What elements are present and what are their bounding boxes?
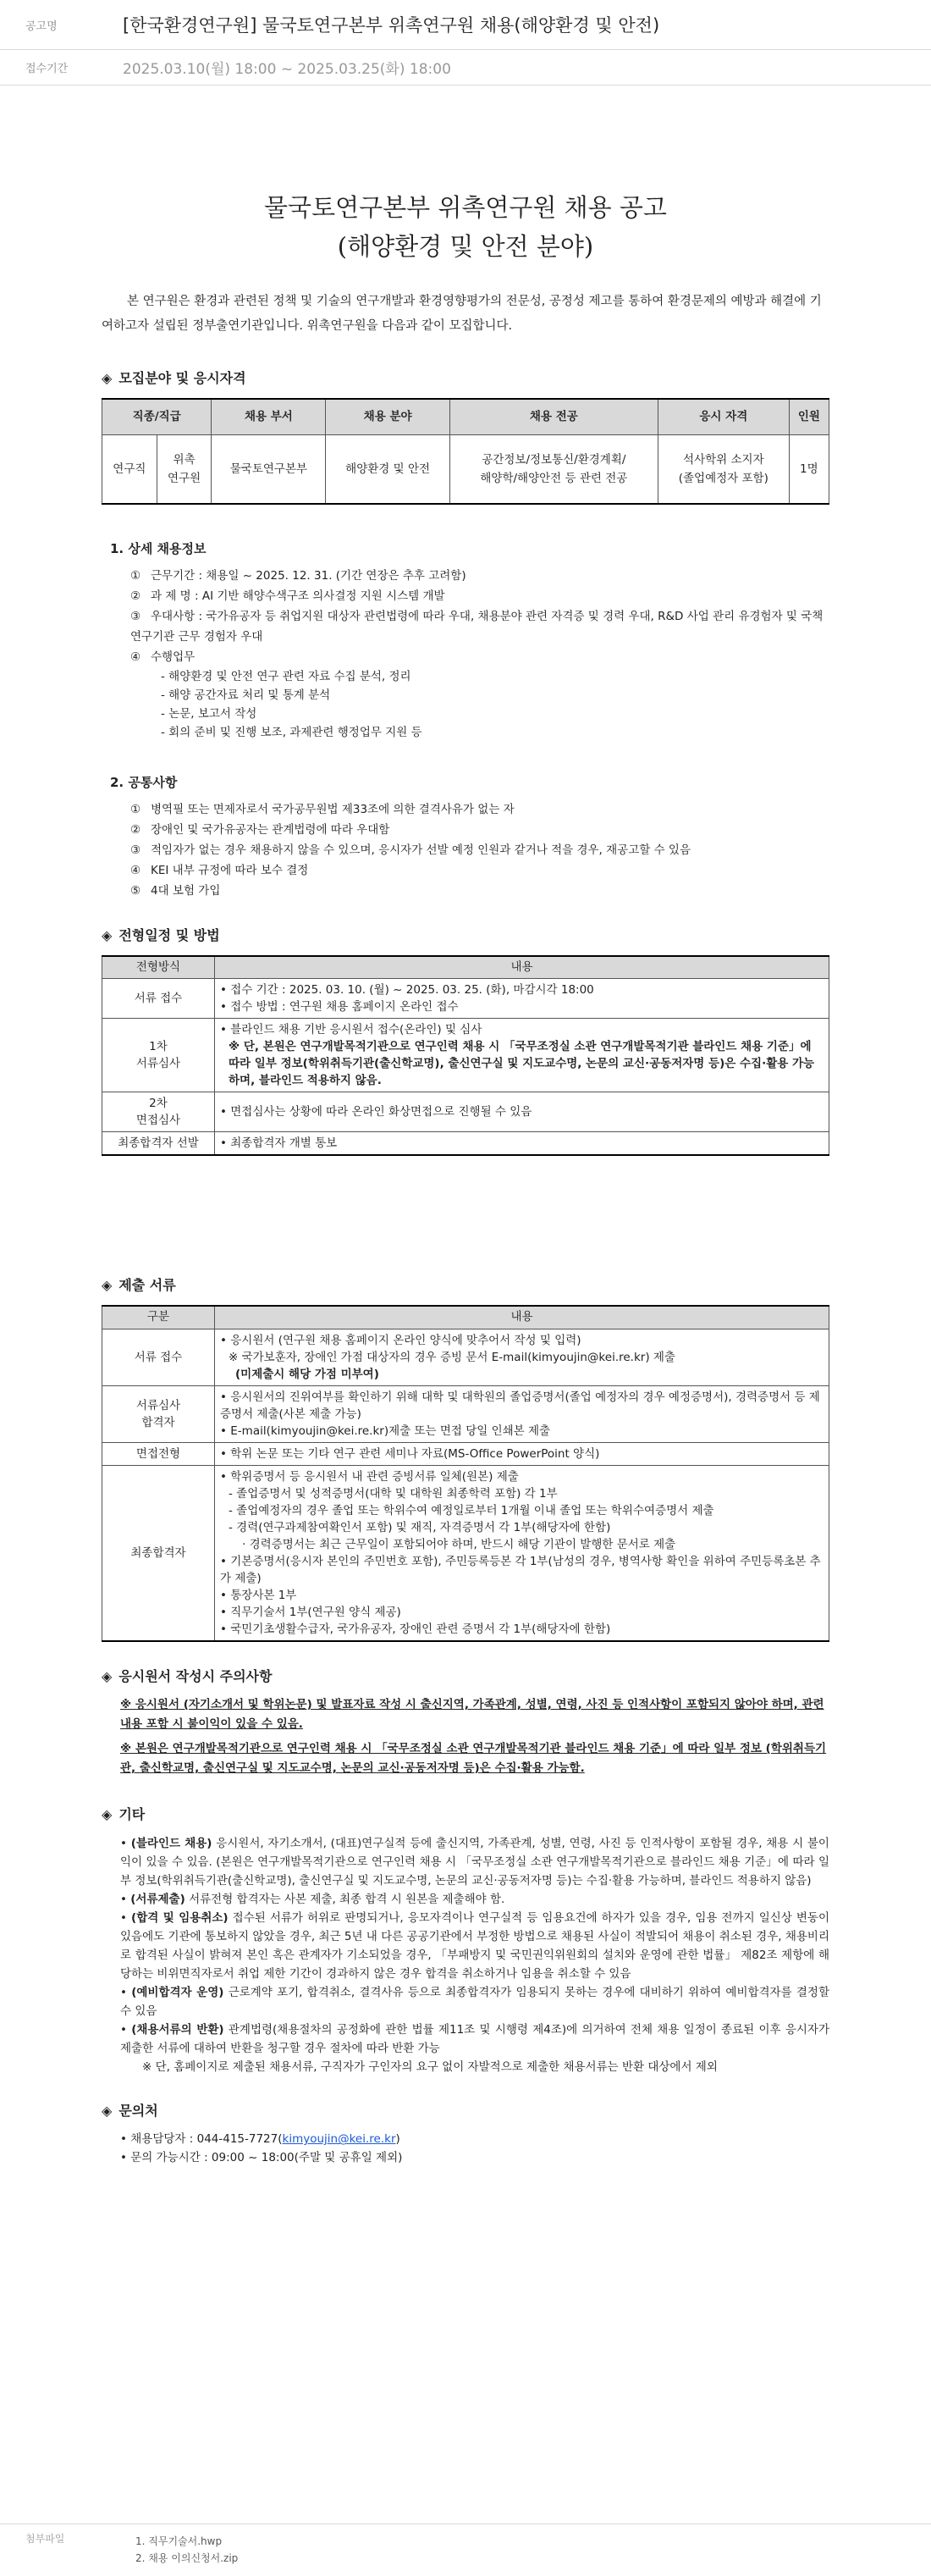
content-line: • 학위증명서 등 응시원서 내 관련 증빙서류 일체(원본) 제출 xyxy=(220,1468,824,1485)
content-line: - 경력(연구과제참여확인서 포함) 및 재직, 자격증명서 각 1부(해당자에 한함) xyxy=(229,1520,611,1534)
etc-text: 관계법령(채용절차의 공정화에 관한 법률 제11조 및 시행령 제4조)에 의거하여 전체 채용 일정이 종료된 이후 응시자가 제출한 서류에 대하여 반환을 청구할 경우 절차에 따라 반환 가능 xyxy=(120,2022,829,2055)
col-header: 채용 분야 xyxy=(326,399,449,435)
etc-text: 서류전형 합격자는 사본 제출, 최종 합격 시 원본을 제출해야 함. xyxy=(185,1892,505,1906)
diamond-icon: ◈ xyxy=(102,370,113,386)
row-label: 서류심사 합격자 xyxy=(102,1385,215,1442)
duty-item: - 해양환경 및 안전 연구 관련 자료 수집 분석, 정리 xyxy=(161,670,411,684)
etc-item xyxy=(120,2020,829,2058)
notice-label: 공고명 xyxy=(25,19,58,33)
section-title: 응시원서 작성시 주의사항 xyxy=(118,1667,273,1684)
content-line: • 응시원서의 진위여부를 확인하기 위해 대학 및 대학원의 졸업증명서(졸업 예정자의 경우 예정증명서), 경력증명서 등 제증명서 제출(사본 제출 가능) xyxy=(220,1389,824,1423)
table-row xyxy=(102,1019,829,1092)
duty-item: - 해양 공간자료 처리 및 통계 분석 xyxy=(161,688,331,703)
detail-item xyxy=(130,606,829,647)
bullet xyxy=(120,2023,131,2037)
content-line: (미제출시 해당 가점 미부여) xyxy=(235,1367,379,1381)
table-cell: 연구직 xyxy=(102,435,157,505)
section-schedule xyxy=(102,925,829,947)
list-number: ① xyxy=(130,803,141,817)
common-item xyxy=(130,860,829,881)
bullet xyxy=(120,1986,131,1999)
list-number: ③ xyxy=(130,610,141,624)
list-text: 병역필 또는 면제자로서 국가공무원법 제33조에 의한 결격사유가 없는 자 xyxy=(151,803,515,817)
content-line: • 기본증명서(응시자 본인의 주민번호 포함), 주민등록등본 각 1부(남성의 경우, 병역사항 확인을 위하여 주민등록초본 추가 제출) xyxy=(220,1553,824,1587)
schedule-table xyxy=(102,955,829,1157)
table-row xyxy=(102,1132,829,1156)
attachment-file-link[interactable]: 2. 채용 이의신청서.zip xyxy=(135,2552,239,2564)
table-cell: 공간정보/정보통신/환경계획/ 해양학/해양안전 등 관련 전공 xyxy=(449,435,658,505)
table-cell: 석사학위 소지자 (졸업예정자 포함) xyxy=(658,435,789,505)
bullet xyxy=(120,1893,130,1906)
diamond-icon: ◈ xyxy=(102,1277,113,1294)
etc-item xyxy=(120,1909,829,1983)
attachment-section xyxy=(0,2523,931,2576)
etc-heading: (블라인드 채용) xyxy=(130,1836,212,1850)
row-content xyxy=(215,1385,829,1442)
list-text: 수행업무 xyxy=(151,650,196,665)
email-link[interactable]: kimyoujin@kei.re.kr xyxy=(282,2132,396,2147)
duty-item: - 회의 준비 및 진행 보조, 과제관련 행정업무 지원 등 xyxy=(161,726,422,740)
section-contact xyxy=(102,2100,829,2122)
recruit-table xyxy=(102,398,829,506)
section-title: 문의처 xyxy=(118,2102,158,2119)
col-header: 내용 xyxy=(215,1306,829,1329)
etc-text: 접수된 서류가 허위로 판명되거나, 응모자격이나 연구실적 등 임용요건에 하자가 있을 경우, 임용 전까지 일신상 변동이 있음에도 기관에 통보하지 않았을 경우, 최근 5년 내 다른 공공기관에서 부정한 방법으로 채용된 사실이 적발되어 채용이 취소된 경우, 채용비리로 합격된 사실이 밝혀져 본인 혹은 관계자가 기소되었을 경우, 「부패방지 및 국민권익위원회의 설치와 운영에 관한 법률」 제82조 제항에 해당하는 비위면직자로서 취업 제한 기간이 경과하지 않은 경우 합격을 취소하거나 임용을 취소할 수 있음 xyxy=(120,1910,829,1981)
section-etc xyxy=(102,1804,829,1826)
content-line: ※ 단, 본원은 연구개발목적기관으로 연구인력 채용 시 「국무조정실 소관 연구개발목적기관 블라인드 채용 기준」에 따라 일부 정보(학위취득기관(출신학교명), 출신연구실 및 지도교수명, 논문의 교신·공동저자명 등)은 수집·활용 가능하며, 블라인드 적용하지 않음. xyxy=(229,1040,815,1088)
list-number: ② xyxy=(130,589,141,604)
notice-document xyxy=(102,154,829,2167)
content-line: • 접수 방법 : 연구원 채용 홈페이지 온라인 접수 xyxy=(220,998,824,1015)
common-item xyxy=(130,881,829,901)
etc-text: 근로계약 포기, 합격취소, 결격사유 등으로 최종합격자가 임용되지 못하는 경우에 대비하기 위하여 예비합격자를 결정할 수 있음 xyxy=(120,1985,829,2018)
content-line: - 졸업예정자의 경우 졸업 또는 학위수여 예정일로부터 1개월 이내 졸업 또는 학위수여증명서 제출 xyxy=(229,1503,714,1517)
col-header: 직종/직급 xyxy=(102,399,212,435)
table-row xyxy=(102,1092,829,1132)
content-line: • 응시원서 (연구원 채용 홈페이지 온라인 양식에 맞추어서 작성 및 입력) xyxy=(220,1332,824,1349)
col-header: 내용 xyxy=(215,956,829,979)
row-label: 최종합격자 xyxy=(102,1465,215,1641)
list-text: 과 제 명 : AI 기반 해양수색구조 의사결정 지원 시스템 개발 xyxy=(151,589,445,604)
row-content xyxy=(215,1442,829,1465)
detail-title: 1. 상세 채용정보 xyxy=(110,541,207,557)
attachment-file-link[interactable]: 1. 직무기술서.hwp xyxy=(135,2535,223,2547)
table-cell: 위촉 연구원 xyxy=(157,435,212,505)
col-header: 인원 xyxy=(789,399,829,435)
table-row xyxy=(102,1385,829,1442)
content-line: • 학위 논문 또는 기타 연구 관련 세미나 자료(MS-Office PowerPoint 양식) xyxy=(220,1446,824,1462)
list-number: ④ xyxy=(130,650,141,665)
table-cell: 해양환경 및 안전 xyxy=(326,435,449,505)
row-label: 1차 서류심사 xyxy=(102,1019,215,1092)
period-row xyxy=(0,49,931,86)
content-line: • 최종합격자 개별 통보 xyxy=(220,1135,824,1152)
notice-title-row xyxy=(0,0,931,50)
list-number: ⑤ xyxy=(130,884,141,898)
content-line: ※ 국가보훈자, 장애인 가점 대상자의 경우 증빙 문서 E-mail(kimyoujin@kei.re.kr) 제출 xyxy=(229,1350,675,1364)
list-text: 근무기간 : 채용일 ~ 2025. 12. 31. (기간 연장은 추후 고려함) xyxy=(151,569,466,583)
etc-heading: (서류제출) xyxy=(130,1892,185,1906)
content-line: • 접수 기간 : 2025. 03. 10. (월) ~ 2025. 03. 25. (화), 마감시각 18:00 xyxy=(220,981,824,998)
row-label: 서류 접수 xyxy=(102,1329,215,1385)
common-title: 2. 공통사항 xyxy=(110,775,178,791)
diamond-icon: ◈ xyxy=(102,1806,113,1823)
content-line: - 졸업증명서 및 성적증명서(대학 및 대학원 최종학력 포함) 각 1부 xyxy=(229,1486,558,1501)
table-row xyxy=(102,1465,829,1641)
bullet xyxy=(120,1837,131,1850)
content-line: • 직무기술서 1부(연구원 양식 제공) xyxy=(220,1604,824,1621)
section-caution xyxy=(102,1666,829,1688)
col-header: 구분 xyxy=(102,1306,215,1329)
diamond-icon: ◈ xyxy=(102,927,113,944)
row-label: 최종합격자 선발 xyxy=(102,1132,215,1156)
list-text: 4대 보험 가입 xyxy=(151,884,221,898)
detail-item xyxy=(130,586,829,606)
contact-hours: • 문의 가능시간 : 09:00 ~ 18:00(주말 및 공휴일 제외) xyxy=(120,2148,829,2167)
row-label: 2차 면접심사 xyxy=(102,1092,215,1132)
common-item xyxy=(130,840,829,860)
row-content xyxy=(215,1132,829,1156)
list-number: ① xyxy=(130,569,141,583)
etc-heading: (합격 및 임용취소) xyxy=(131,1910,229,1925)
etc-item xyxy=(120,1890,829,1909)
period-value: 2025.03.10(월) 18:00 ~ 2025.03.25(화) 18:00 xyxy=(123,60,451,78)
list-number: ④ xyxy=(130,864,141,878)
bullet xyxy=(120,1911,131,1925)
attachment-label: 첨부파일 xyxy=(25,2533,65,2545)
common-item xyxy=(130,799,829,820)
row-label: 면접전형 xyxy=(102,1442,215,1465)
section-title: 모집분야 및 응시자격 xyxy=(118,370,246,386)
table-row xyxy=(102,979,829,1019)
notice-title: [한국환경연구원] 물국토연구본부 위촉연구원 채용(해양환경 및 안전) xyxy=(123,15,660,36)
list-text: 장애인 및 국가유공자는 관계법령에 따라 우대함 xyxy=(151,823,390,837)
row-content xyxy=(215,1092,829,1132)
col-header: 채용 부서 xyxy=(212,399,326,435)
diamond-icon: ◈ xyxy=(102,1667,113,1684)
row-label: 서류 접수 xyxy=(102,979,215,1019)
title-line-1: 물국토연구본부 위촉연구원 채용 공고 xyxy=(264,193,667,222)
col-header: 전형방식 xyxy=(102,956,215,979)
common-item xyxy=(130,820,829,840)
section-title: 전형일정 및 방법 xyxy=(118,927,220,944)
documents-table xyxy=(102,1305,829,1642)
page-title xyxy=(102,188,829,266)
section-documents xyxy=(102,1274,829,1296)
row-content xyxy=(215,1465,829,1641)
list-text: 우대사항 : 국가유공자 등 취업지원 대상자 관련법령에 따라 우대, 채용분야 관련 자격증 및 경력 우대, R&D 사업 관리 유경험자 및 국책연구기관 근무 경험자 우대 xyxy=(130,610,824,644)
list-text: 적임자가 없는 경우 채용하지 않을 수 있으며, 응시자가 선발 예정 인원과 같거나 적을 경우, 재공고할 수 있음 xyxy=(151,843,691,858)
content-line: • 국민기초생활수급자, 국가유공자, 장애인 관련 증명서 각 1부(해당자에 한함) xyxy=(220,1621,824,1638)
content-line: · 경력증명서는 최근 근무일이 포함되어야 하며, 반드시 해당 기관이 발행한 문서로 제출 xyxy=(242,1537,676,1551)
table-row xyxy=(102,1442,829,1465)
content-line: • 블라인드 채용 기반 응시원서 접수(온라인) 및 심사 xyxy=(220,1021,824,1038)
contact-phone: • 채용담당자 : 044-415-7727(kimyoujin@kei.re.kr) xyxy=(120,2130,829,2148)
list-number: ② xyxy=(130,823,141,837)
section-recruit xyxy=(102,368,829,390)
etc-item xyxy=(120,1834,829,1890)
section-title: 제출 서류 xyxy=(118,1277,176,1294)
intro-paragraph: 본 연구원은 환경과 관련된 정책 및 기술의 연구개발과 환경영향평가의 전문성, 공정성 제고를 통하여 환경문제의 예방과 해결에 기여하고자 설립된 정부출연기관입니다. 위촉연구원을 다음과 같이 모집합니다. xyxy=(102,295,822,333)
detail-item xyxy=(130,566,829,586)
etc-text: 응시원서, 자기소개서, (대표)연구실적 등에 출신지역, 가족관계, 성별, 연령, 사진 등 인적사항이 포함될 경우, 채용 시 불이익이 있을 수 있음. (본원은 연구개발목적기관으로 연구인력 채용 시 「국무조정실 소관 연구개발목적기관으로 블라인드 채용 기준」에 따라 일부 정보(학위취득기관(출신학교명), 출신연구실 및 지도교수명, 논문의 교신·공동저자명 등)는 수집·활용 가능하며, 블라인드 적용하지 않음) xyxy=(120,1836,829,1888)
row-content xyxy=(215,1019,829,1092)
diamond-icon: ◈ xyxy=(102,2102,113,2119)
etc-item xyxy=(120,1983,829,2020)
table-row xyxy=(102,1329,829,1385)
title-line-2: (해양환경 및 안전 분야) xyxy=(337,232,594,261)
period-label: 접수기간 xyxy=(25,62,69,75)
section-title: 기타 xyxy=(118,1806,146,1823)
etc-heading: (예비합격자 운영) xyxy=(131,1985,224,1999)
caution-item: ※ 본원은 연구개발목적기관으로 연구인력 채용 시 「국무조정실 소관 연구개발목적기관 블라인드 채용 기준」에 따라 일부 정보 (학위취득기관, 출신학교명, 출신연구실 및 지도교수명, 논문의 교신·공동저자명 등)은 수집·활용 가능함. xyxy=(120,1742,827,1776)
content-line: • E-mail(kimyoujin@kei.re.kr)제출 또는 면접 당일 인쇄본 제출 xyxy=(220,1423,824,1440)
content-line: • 통장사본 1부 xyxy=(220,1587,824,1604)
table-cell: 물국토연구본부 xyxy=(212,435,326,505)
list-number: ③ xyxy=(130,843,141,858)
caution-item: ※ 응시원서 (자기소개서 및 학위논문) 및 발표자료 작성 시 출신지역, 가족관계, 성별, 연령, 사진 등 인적사항이 포함되지 않아야 하며, 관련 내용 포함 시 불이익이 있을 수 있음. xyxy=(120,1698,824,1732)
detail-item xyxy=(130,647,829,667)
etc-heading: (채용서류의 반환) xyxy=(131,2022,224,2037)
list-text: KEI 내부 규정에 따라 보수 결정 xyxy=(151,864,309,878)
row-content xyxy=(215,1329,829,1385)
duty-item: - 논문, 보고서 작성 xyxy=(161,707,257,721)
etc-note: ※ 단, 홈페이지로 제출된 채용서류, 구직자가 구인자의 요구 없이 자발적으로 제출한 채용서류는 반환 대상에서 제외 xyxy=(142,2059,718,2074)
col-header: 채용 전공 xyxy=(449,399,658,435)
content-line: • 면접심사는 상황에 따라 온라인 화상면접으로 진행될 수 있음 xyxy=(220,1103,824,1120)
table-cell: 1명 xyxy=(789,435,829,505)
col-header: 응시 자격 xyxy=(658,399,789,435)
row-content xyxy=(215,979,829,1019)
